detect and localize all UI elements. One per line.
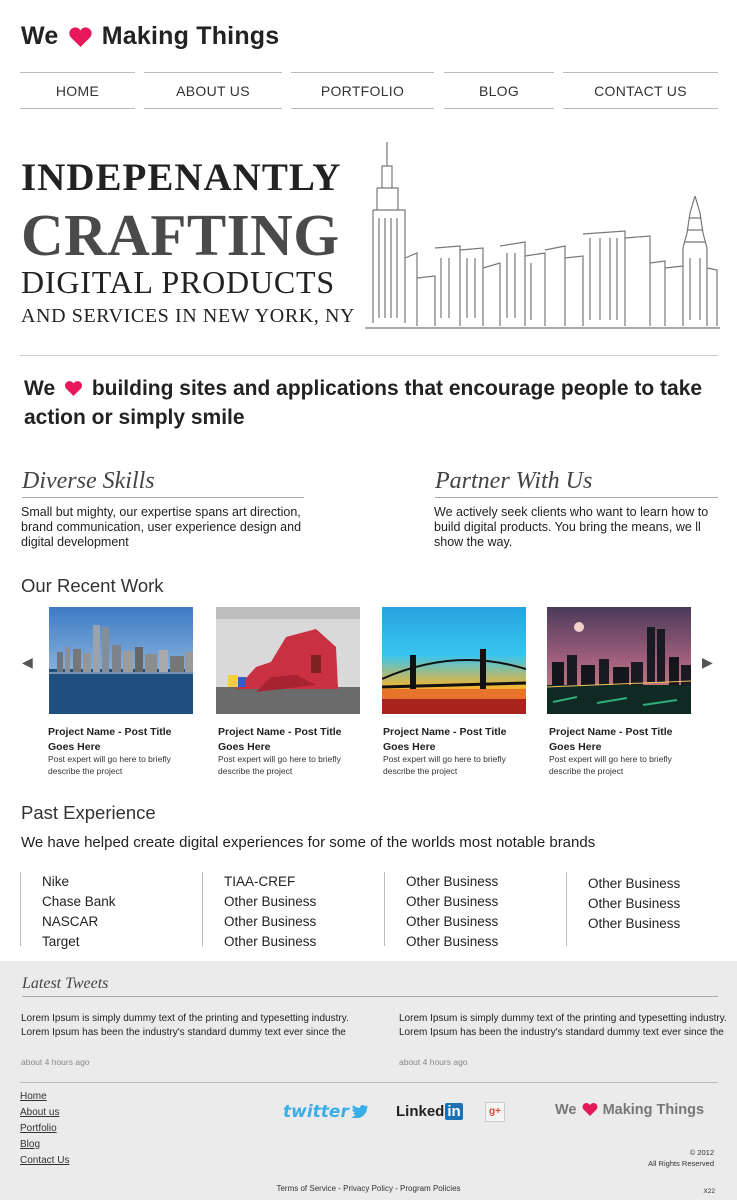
heart-icon (64, 380, 83, 396)
copyright (648, 1147, 714, 1169)
arrow-left-icon[interactable]: ◀ (22, 654, 33, 670)
footer-link-blog[interactable]: Blog (20, 1139, 41, 1150)
footer-link-home[interactable]: Home (20, 1091, 47, 1102)
heart-icon (68, 26, 93, 47)
work-title[interactable]: Project Name - Post Title Goes Here (48, 726, 172, 753)
brand-item: Target (42, 934, 80, 949)
linkedin-in-badge: in (447, 1103, 461, 1120)
tweet-time: about 4 hours ago (399, 1057, 468, 1067)
brand-item: Chase Bank (42, 894, 116, 909)
brand-item: Other Business (588, 896, 681, 911)
footer-link-about-us[interactable]: About us (20, 1107, 60, 1118)
hero-divider (20, 355, 718, 356)
partner-body: We actively seek clients who want to learn how to build digital products. You bring the means, we ll show the way. (434, 505, 709, 549)
work-thumbnail[interactable] (216, 607, 360, 714)
google-plus-icon[interactable]: g+ (485, 1102, 505, 1122)
footer-link-contact-us[interactable]: Contact Us (20, 1155, 70, 1166)
brand-item: TIAA-CREF (224, 874, 296, 889)
work-title[interactable]: Project Name - Post Title Goes Here (218, 726, 342, 753)
brand-item: Nike (42, 874, 70, 889)
work-title[interactable]: Project Name - Post Title Goes Here (383, 726, 507, 753)
footer-logo[interactable] (555, 1102, 704, 1118)
tagline-text: building sites and applications that encourage people to take action or simply smile (24, 377, 703, 429)
work-desc: Post expert will go here to briefly describe the project (218, 754, 341, 776)
brand-item: Other Business (588, 876, 681, 891)
logo-we: We (21, 22, 59, 50)
brand-item: Other Business (406, 934, 499, 949)
hero-line-1: INDEPENANTLY (21, 156, 342, 199)
work-desc: Post expert will go here to briefly describe the project (549, 754, 672, 776)
hero-line-4: AND SERVICES IN NEW YORK, NY (21, 305, 356, 327)
footer-link-portfolio[interactable]: Portfolio (20, 1123, 57, 1134)
linkedin-icon[interactable] (396, 1103, 463, 1120)
twitter-icon[interactable] (283, 1102, 369, 1122)
skills-body: Small but mighty, our expertise spans art direction, brand communication, user experience design and digital development (21, 505, 302, 549)
nav-contact-us[interactable]: CONTACT US (563, 72, 718, 109)
twitter-label: twitter (283, 1102, 349, 1122)
footer-logo-we: We (555, 1102, 577, 1118)
tweet-text: Lorem Ipsum is simply dummy text of the printing and typesetting industry. Lorem Ipsum has been the industry's standard dummy text ever since the (399, 1013, 727, 1038)
work-desc: Post expert will go here to briefly describe the project (383, 754, 506, 776)
tweet-time: about 4 hours ago (21, 1057, 90, 1067)
past-experience-subtitle: We have helped create digital experiences for some of the worlds most notable brands (21, 834, 596, 851)
copyright-rights: All Rights Reserved (648, 1159, 714, 1168)
page-code: X22 (703, 1188, 715, 1195)
latest-tweets-heading: Latest Tweets (22, 975, 718, 997)
tagline-we: We (24, 377, 56, 400)
skills-heading: Diverse Skills (22, 468, 304, 498)
logo-making-things: Making Things (101, 22, 280, 50)
work-thumbnail[interactable] (382, 607, 526, 714)
brands-column (20, 872, 180, 949)
nyc-skyline-illustration (365, 138, 720, 330)
hero-line-2: CRAFTING (21, 202, 340, 268)
site-logo[interactable] (21, 22, 279, 51)
nav-home[interactable]: HOME (20, 72, 135, 109)
brand-item: Other Business (224, 934, 317, 949)
nav-portfolio[interactable]: PORTFOLIO (291, 72, 434, 109)
brand-item: NASCAR (42, 914, 99, 929)
arrow-right-icon[interactable]: ▶ (702, 654, 713, 670)
footer-divider (20, 1082, 718, 1083)
nav-blog[interactable]: BLOG (444, 72, 554, 109)
heart-icon (582, 1102, 598, 1116)
tweet-text: Lorem Ipsum is simply dummy text of the printing and typesetting industry. Lorem Ipsum has been the industry's standard dummy text ever since the (21, 1013, 349, 1038)
brand-item: Other Business (406, 874, 499, 889)
work-thumbnail[interactable] (49, 607, 193, 714)
brand-item: Other Business (406, 914, 499, 929)
work-thumbnail[interactable] (547, 607, 691, 714)
brands-column (202, 872, 362, 949)
twitter-bird-icon (351, 1104, 369, 1118)
main-nav (20, 72, 718, 109)
work-title[interactable]: Project Name - Post Title Goes Here (549, 726, 673, 753)
brands-column (566, 872, 726, 946)
copyright-year: © 2012 (689, 1148, 714, 1157)
tagline (24, 374, 714, 432)
work-desc: Post expert will go here to briefly describe the project (48, 754, 171, 776)
past-experience-heading: Past Experience (21, 802, 156, 823)
brand-item: Other Business (224, 894, 317, 909)
brand-item: Other Business (406, 894, 499, 909)
recent-work-heading: Our Recent Work (21, 575, 164, 596)
footer-logo-text: Making Things (602, 1102, 705, 1118)
linkedin-label: Linked (396, 1103, 445, 1120)
brand-item: Other Business (224, 914, 317, 929)
footer-policy-links[interactable]: Terms of Service - Privacy Policy - Program Policies (276, 1184, 461, 1193)
partner-heading: Partner With Us (435, 468, 718, 498)
hero-line-3: DIGITAL PRODUCTS (21, 264, 335, 300)
brands-column (384, 872, 544, 949)
brand-item: Other Business (588, 916, 681, 931)
nav-about-us[interactable]: ABOUT US (144, 72, 282, 109)
